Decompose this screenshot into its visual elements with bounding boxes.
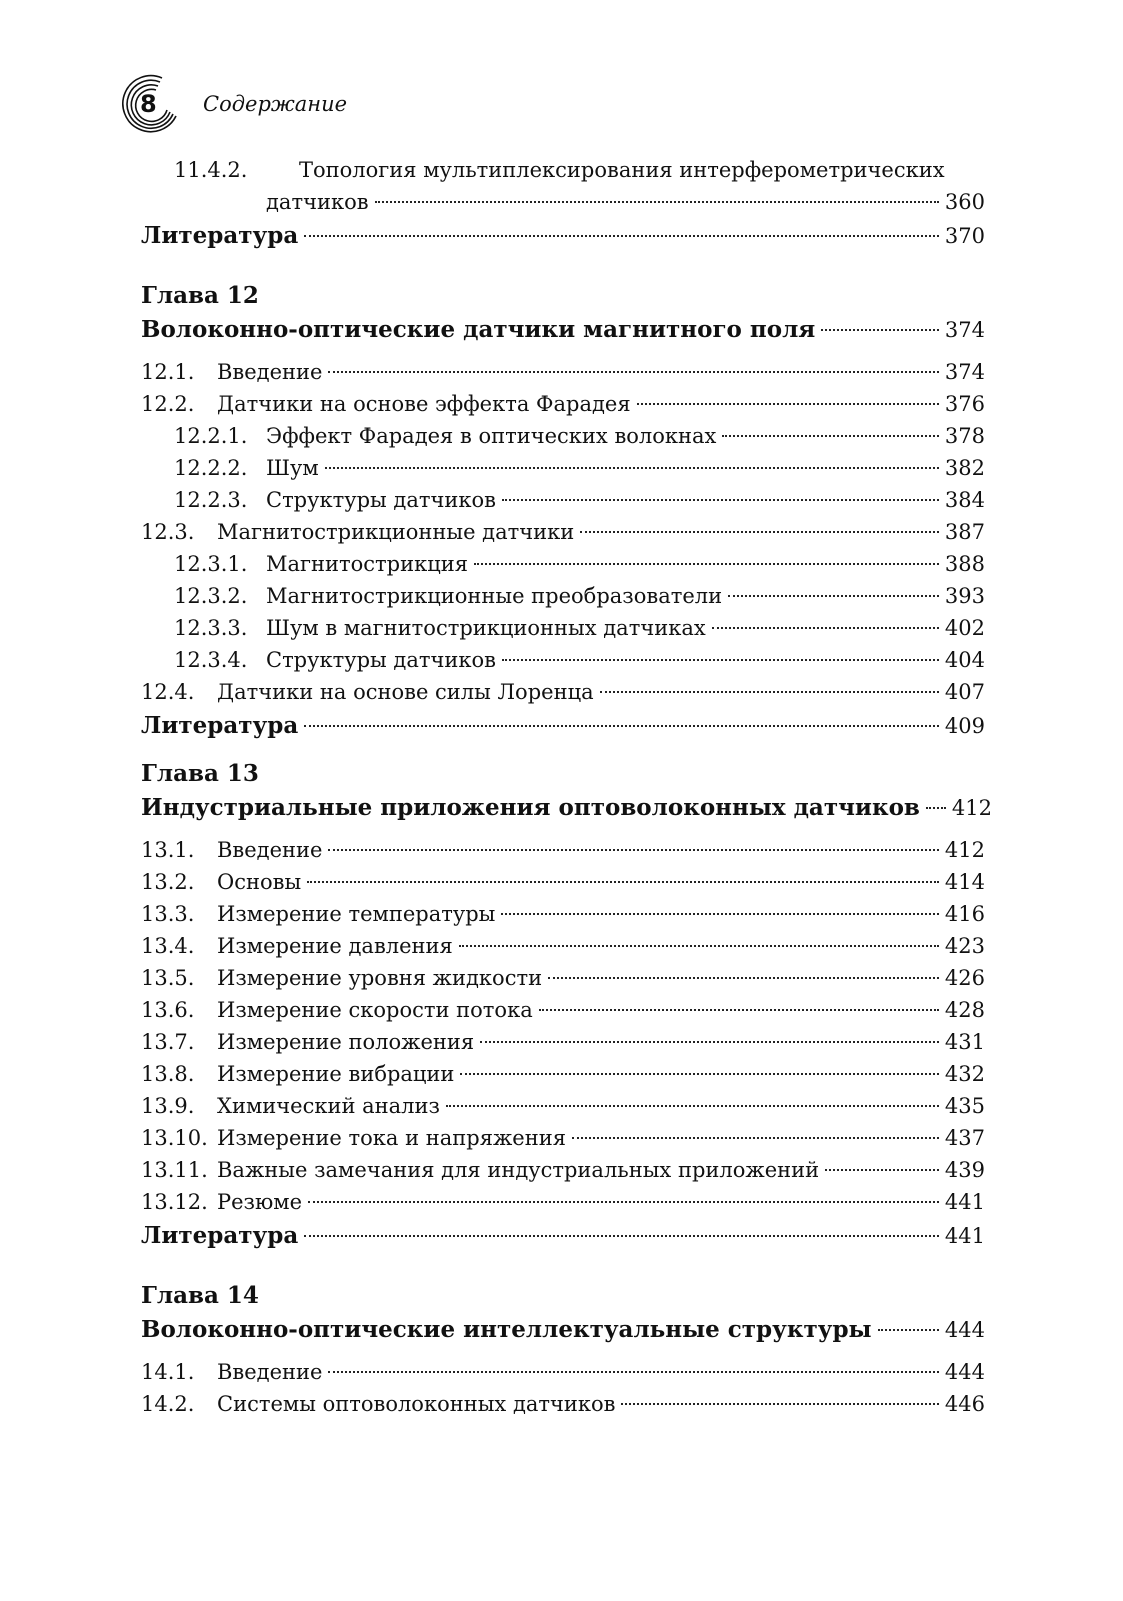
toc-entry-11-4-2-continued[interactable] bbox=[141, 186, 985, 218]
toc-entry[interactable] bbox=[141, 1122, 985, 1154]
entry-number: 12.3. bbox=[141, 520, 195, 544]
toc-entry[interactable] bbox=[141, 548, 985, 580]
entry-page: 446 bbox=[944, 1392, 985, 1416]
entry-title-line2: датчиков bbox=[266, 190, 369, 214]
literature-page: 441 bbox=[944, 1224, 985, 1248]
dot-leader bbox=[328, 849, 938, 851]
toc-entry[interactable] bbox=[141, 994, 985, 1026]
dot-leader bbox=[328, 1371, 938, 1373]
entry-page: 387 bbox=[944, 520, 985, 544]
literature-label: Литература bbox=[141, 222, 299, 249]
entry-title: Шум в магнитострикционных датчиках bbox=[266, 616, 706, 640]
entry-page: 402 bbox=[944, 616, 985, 640]
toc-entry[interactable] bbox=[141, 1058, 985, 1090]
entry-title: Введение bbox=[217, 360, 323, 384]
toc-literature-ch11[interactable] bbox=[141, 218, 985, 254]
entry-page: 382 bbox=[944, 456, 985, 480]
toc-entry[interactable] bbox=[141, 388, 985, 420]
entry-title: Введение bbox=[217, 1360, 323, 1384]
entry-number: 12.2.3. bbox=[174, 488, 248, 512]
chapter-page: 374 bbox=[944, 318, 985, 342]
entry-page: 384 bbox=[944, 488, 985, 512]
entry-title: Измерение уровня жидкости bbox=[217, 966, 543, 990]
table-of-contents bbox=[141, 154, 993, 1420]
entry-title: Магнитострикционные датчики bbox=[217, 520, 575, 544]
dot-leader bbox=[304, 725, 939, 727]
entry-title: Введение bbox=[217, 838, 323, 862]
toc-entry[interactable] bbox=[141, 898, 985, 930]
toc-entry[interactable] bbox=[141, 834, 985, 866]
entry-page: 414 bbox=[944, 870, 985, 894]
dot-leader bbox=[821, 329, 939, 331]
entry-number: 13.1. bbox=[141, 838, 195, 862]
dot-leader bbox=[501, 913, 939, 915]
entry-number: 12.3.2. bbox=[174, 584, 248, 608]
entry-title: Шум bbox=[266, 456, 319, 480]
toc-entry[interactable] bbox=[141, 420, 985, 452]
entry-title: Магнитострикционные преобразователи bbox=[266, 584, 723, 608]
entry-number: 13.8. bbox=[141, 1062, 195, 1086]
dot-leader bbox=[474, 563, 939, 565]
entry-number: 13.5. bbox=[141, 966, 195, 990]
chapter-12-entries bbox=[141, 356, 985, 708]
toc-entry[interactable] bbox=[141, 484, 985, 516]
dot-leader bbox=[502, 659, 939, 661]
entry-number: 13.6. bbox=[141, 998, 195, 1022]
toc-entry[interactable] bbox=[141, 452, 985, 484]
entry-number: 13.10. bbox=[141, 1126, 208, 1150]
dot-leader bbox=[325, 467, 939, 469]
toc-entry[interactable] bbox=[141, 962, 985, 994]
entry-page: 360 bbox=[944, 190, 985, 214]
dot-leader bbox=[572, 1137, 939, 1139]
entry-title: Измерение давления bbox=[217, 934, 453, 958]
entry-number: 13.9. bbox=[141, 1094, 195, 1118]
entry-page: 439 bbox=[944, 1158, 985, 1182]
entry-number: 13.4. bbox=[141, 934, 195, 958]
entry-page: 407 bbox=[944, 680, 985, 704]
literature-label: Литература bbox=[141, 1222, 299, 1249]
dot-leader bbox=[304, 1235, 939, 1237]
entry-title: Резюме bbox=[217, 1190, 303, 1214]
entry-page: 404 bbox=[944, 648, 985, 672]
entry-title: Структуры датчиков bbox=[266, 648, 496, 672]
toc-entry[interactable] bbox=[141, 516, 985, 548]
dot-leader bbox=[722, 435, 939, 437]
dot-leader bbox=[460, 1073, 938, 1075]
toc-entry[interactable] bbox=[141, 644, 985, 676]
dot-leader bbox=[459, 945, 939, 947]
entry-number: 14.2. bbox=[141, 1392, 195, 1416]
toc-entry[interactable] bbox=[141, 1090, 985, 1122]
entry-number: 12.2.2. bbox=[174, 456, 248, 480]
dot-leader bbox=[307, 881, 939, 883]
dot-leader bbox=[375, 201, 939, 203]
entry-number: 12.3.1. bbox=[174, 552, 248, 576]
toc-entry[interactable] bbox=[141, 356, 985, 388]
entry-number: 12.4. bbox=[141, 680, 195, 704]
entry-number: 12.2. bbox=[141, 392, 195, 416]
chapter-page: 412 bbox=[951, 796, 993, 820]
dot-leader bbox=[621, 1403, 938, 1405]
chapter-14-entries bbox=[141, 1356, 985, 1420]
toc-entry[interactable] bbox=[141, 1388, 985, 1420]
dot-leader bbox=[712, 627, 939, 629]
entry-title: Датчики на основе эффекта Фарадея bbox=[217, 392, 631, 416]
chapter-13-label: Глава 13 bbox=[141, 760, 259, 787]
entry-number: 12.1. bbox=[141, 360, 195, 384]
dot-leader bbox=[539, 1009, 939, 1011]
entry-title-line1: Топология мультиплексирования интерферометрических bbox=[299, 158, 945, 182]
entry-title: Химический анализ bbox=[217, 1094, 440, 1118]
dot-leader bbox=[304, 235, 939, 237]
chapter-title: Волоконно-оптические интеллектуальные структуры bbox=[141, 1316, 872, 1343]
dot-leader bbox=[308, 1201, 939, 1203]
entry-page: 393 bbox=[944, 584, 985, 608]
entry-number: 13.3. bbox=[141, 902, 195, 926]
toc-entry[interactable] bbox=[141, 676, 985, 708]
chapter-14-title-entry[interactable] bbox=[141, 1312, 985, 1348]
entry-title: Измерение скорости потока bbox=[217, 998, 533, 1022]
entry-title: Важные замечания для индустриальных приложений bbox=[217, 1158, 820, 1182]
entry-number: 13.11. bbox=[141, 1158, 208, 1182]
toc-entry[interactable] bbox=[141, 580, 985, 612]
entry-page: 376 bbox=[944, 392, 985, 416]
toc-entry[interactable] bbox=[141, 1186, 985, 1218]
literature-page: 370 bbox=[944, 224, 985, 248]
dot-leader bbox=[600, 691, 939, 693]
entry-title: Датчики на основе силы Лоренца bbox=[217, 680, 594, 704]
entry-page: 412 bbox=[944, 838, 985, 862]
dot-leader bbox=[926, 807, 946, 809]
dot-leader bbox=[728, 595, 939, 597]
entry-page: 444 bbox=[944, 1360, 985, 1384]
entry-number: 11.4.2. bbox=[174, 158, 248, 182]
entry-page: 388 bbox=[944, 552, 985, 576]
entry-number: 12.2.1. bbox=[174, 424, 248, 448]
entry-title: Магнитострикция bbox=[266, 552, 468, 576]
entry-title: Измерение вибрации bbox=[217, 1062, 455, 1086]
dot-leader bbox=[878, 1329, 939, 1331]
entry-number: 14.1. bbox=[141, 1360, 195, 1384]
dot-leader bbox=[637, 403, 939, 405]
dot-leader bbox=[480, 1041, 939, 1043]
entry-page: 441 bbox=[944, 1190, 985, 1214]
chapter-12-label: Глава 12 bbox=[141, 282, 259, 309]
entry-page: 426 bbox=[944, 966, 985, 990]
page-header bbox=[118, 70, 518, 140]
entry-title: Системы оптоволоконных датчиков bbox=[217, 1392, 616, 1416]
chapter-page: 444 bbox=[944, 1318, 985, 1342]
running-title: Содержание bbox=[203, 92, 348, 116]
toc-entry[interactable] bbox=[141, 866, 985, 898]
dot-leader bbox=[825, 1169, 939, 1171]
entry-number: 13.2. bbox=[141, 870, 195, 894]
toc-entry[interactable] bbox=[141, 1154, 985, 1186]
entry-title: Эффект Фарадея в оптических волокнах bbox=[266, 424, 717, 448]
entry-title: Основы bbox=[217, 870, 302, 894]
entry-page: 428 bbox=[944, 998, 985, 1022]
dot-leader bbox=[446, 1105, 939, 1107]
entry-page: 374 bbox=[944, 360, 985, 384]
entry-number: 13.7. bbox=[141, 1030, 195, 1054]
chapter-14-label: Глава 14 bbox=[141, 1282, 259, 1309]
entry-number: 13.12. bbox=[141, 1190, 208, 1214]
chapter-title: Волоконно-оптические датчики магнитного поля bbox=[141, 316, 816, 343]
entry-title: Измерение температуры bbox=[217, 902, 496, 926]
entry-page: 437 bbox=[944, 1126, 985, 1150]
toc-entry-11-4-2[interactable] bbox=[141, 154, 985, 186]
entry-page: 378 bbox=[944, 424, 985, 448]
entry-page: 423 bbox=[944, 934, 985, 958]
entry-title: Структуры датчиков bbox=[266, 488, 496, 512]
dot-leader bbox=[328, 371, 938, 373]
entry-page: 431 bbox=[944, 1030, 985, 1054]
toc-entry[interactable] bbox=[141, 612, 985, 644]
entry-page: 432 bbox=[944, 1062, 985, 1086]
entry-number: 12.3.3. bbox=[174, 616, 248, 640]
entry-number: 12.3.4. bbox=[174, 648, 248, 672]
literature-label: Литература bbox=[141, 712, 299, 739]
toc-literature-ch12[interactable] bbox=[141, 708, 985, 744]
page-number: 8 bbox=[140, 90, 157, 118]
entry-page: 435 bbox=[944, 1094, 985, 1118]
dot-leader bbox=[502, 499, 939, 501]
toc-entry[interactable] bbox=[141, 930, 985, 962]
entry-title: Измерение тока и напряжения bbox=[217, 1126, 566, 1150]
toc-entry[interactable] bbox=[141, 1026, 985, 1058]
chapter-13-title-entry[interactable] bbox=[141, 790, 993, 826]
dot-leader bbox=[548, 977, 939, 979]
chapter-13-entries bbox=[141, 834, 985, 1218]
chapter-title: Индустриальные приложения оптоволоконных датчиков bbox=[141, 794, 920, 821]
entry-page: 416 bbox=[944, 902, 985, 926]
toc-literature-ch13[interactable] bbox=[141, 1218, 985, 1254]
entry-title: Измерение положения bbox=[217, 1030, 475, 1054]
chapter-12-title-entry[interactable] bbox=[141, 312, 985, 348]
dot-leader bbox=[580, 531, 939, 533]
literature-page: 409 bbox=[944, 714, 985, 738]
toc-entry[interactable] bbox=[141, 1356, 985, 1388]
